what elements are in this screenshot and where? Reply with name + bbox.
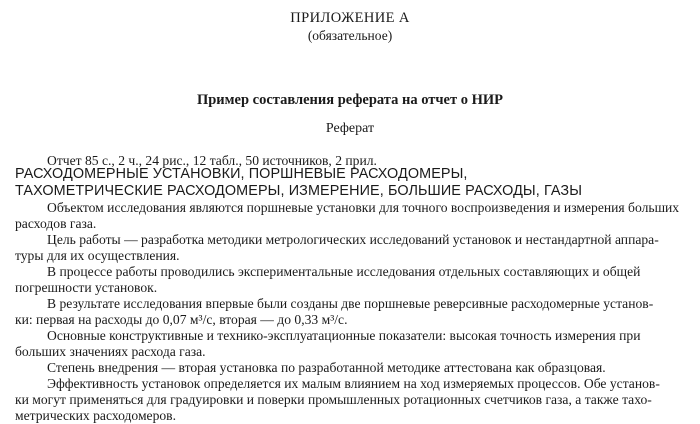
paragraph-goal-line-2: туры для их осуществления. — [15, 248, 180, 263]
abstract-subheading: Реферат — [325, 121, 375, 136]
paragraph-indicators-line-1: Основные конструктивные и технико-эксплуатационные показатели: высокая точность измерения при — [47, 328, 641, 343]
paragraph-process-line-1: В процессе работы проводились экспериментальные исследования отдельных составляющих и общей — [47, 264, 641, 279]
paragraph-efficiency-line-3: метрических расходомеров. — [15, 408, 177, 423]
paragraph-implementation-line-1: Степень внедрения — вторая установка по разработанной методике аттестована как образцовая. — [47, 360, 606, 375]
paragraph-efficiency-line-1: Эффективность установок определяется их малым влиянием на ход измеряемых процессов. Обе установ- — [47, 376, 660, 391]
paragraph-indicators-line-2: больших значениях расхода газа. — [15, 344, 206, 359]
paragraph-efficiency-line-2: ки могут применяться для градуировки и поверки промышленных ротационных счетчиков газа, а также тахо- — [15, 392, 652, 407]
paragraph-goal-line-1: Цель работы — разработка методики метрологических исследований установок и нестандартной аппара- — [47, 232, 659, 247]
paragraph-object-line-1: Объектом исследования являются поршневые установки для точного воспроизведения и измерения больших — [47, 200, 680, 215]
stats-line: Отчет 85 с., 2 ч., 24 рис., 12 табл., 50 источников, 2 прил. — [47, 153, 377, 168]
page-heading: Пример составления реферата на отчет о НИР — [196, 92, 504, 108]
keywords-line-1: РАСХОДОМЕРНЫЕ УСТАНОВКИ, ПОРШНЕВЫЕ РАСХОДОМЕРЫ, — [15, 166, 468, 182]
paragraph-result-line-1: В результате исследования впервые были созданы две поршневые реверсивные расходомерные установ- — [47, 296, 654, 311]
paragraph-result-line-2: ки: первая на расходы до 0,07 м³/с, вторая — до 0,33 м³/с. — [15, 312, 348, 327]
paragraph-process-line-2: погрешности установок. — [15, 280, 158, 295]
paragraph-object-line-2: расходов газа. — [15, 216, 97, 231]
appendix-title: ПРИЛОЖЕНИЕ А — [290, 10, 410, 26]
keywords-line-2: ТАХОМЕТРИЧЕСКИЕ РАСХОДОМЕРЫ, ИЗМЕРЕНИЕ, БОЛЬШИЕ РАСХОДЫ, ГАЗЫ — [15, 183, 583, 199]
appendix-status: (обязательное) — [307, 28, 393, 43]
